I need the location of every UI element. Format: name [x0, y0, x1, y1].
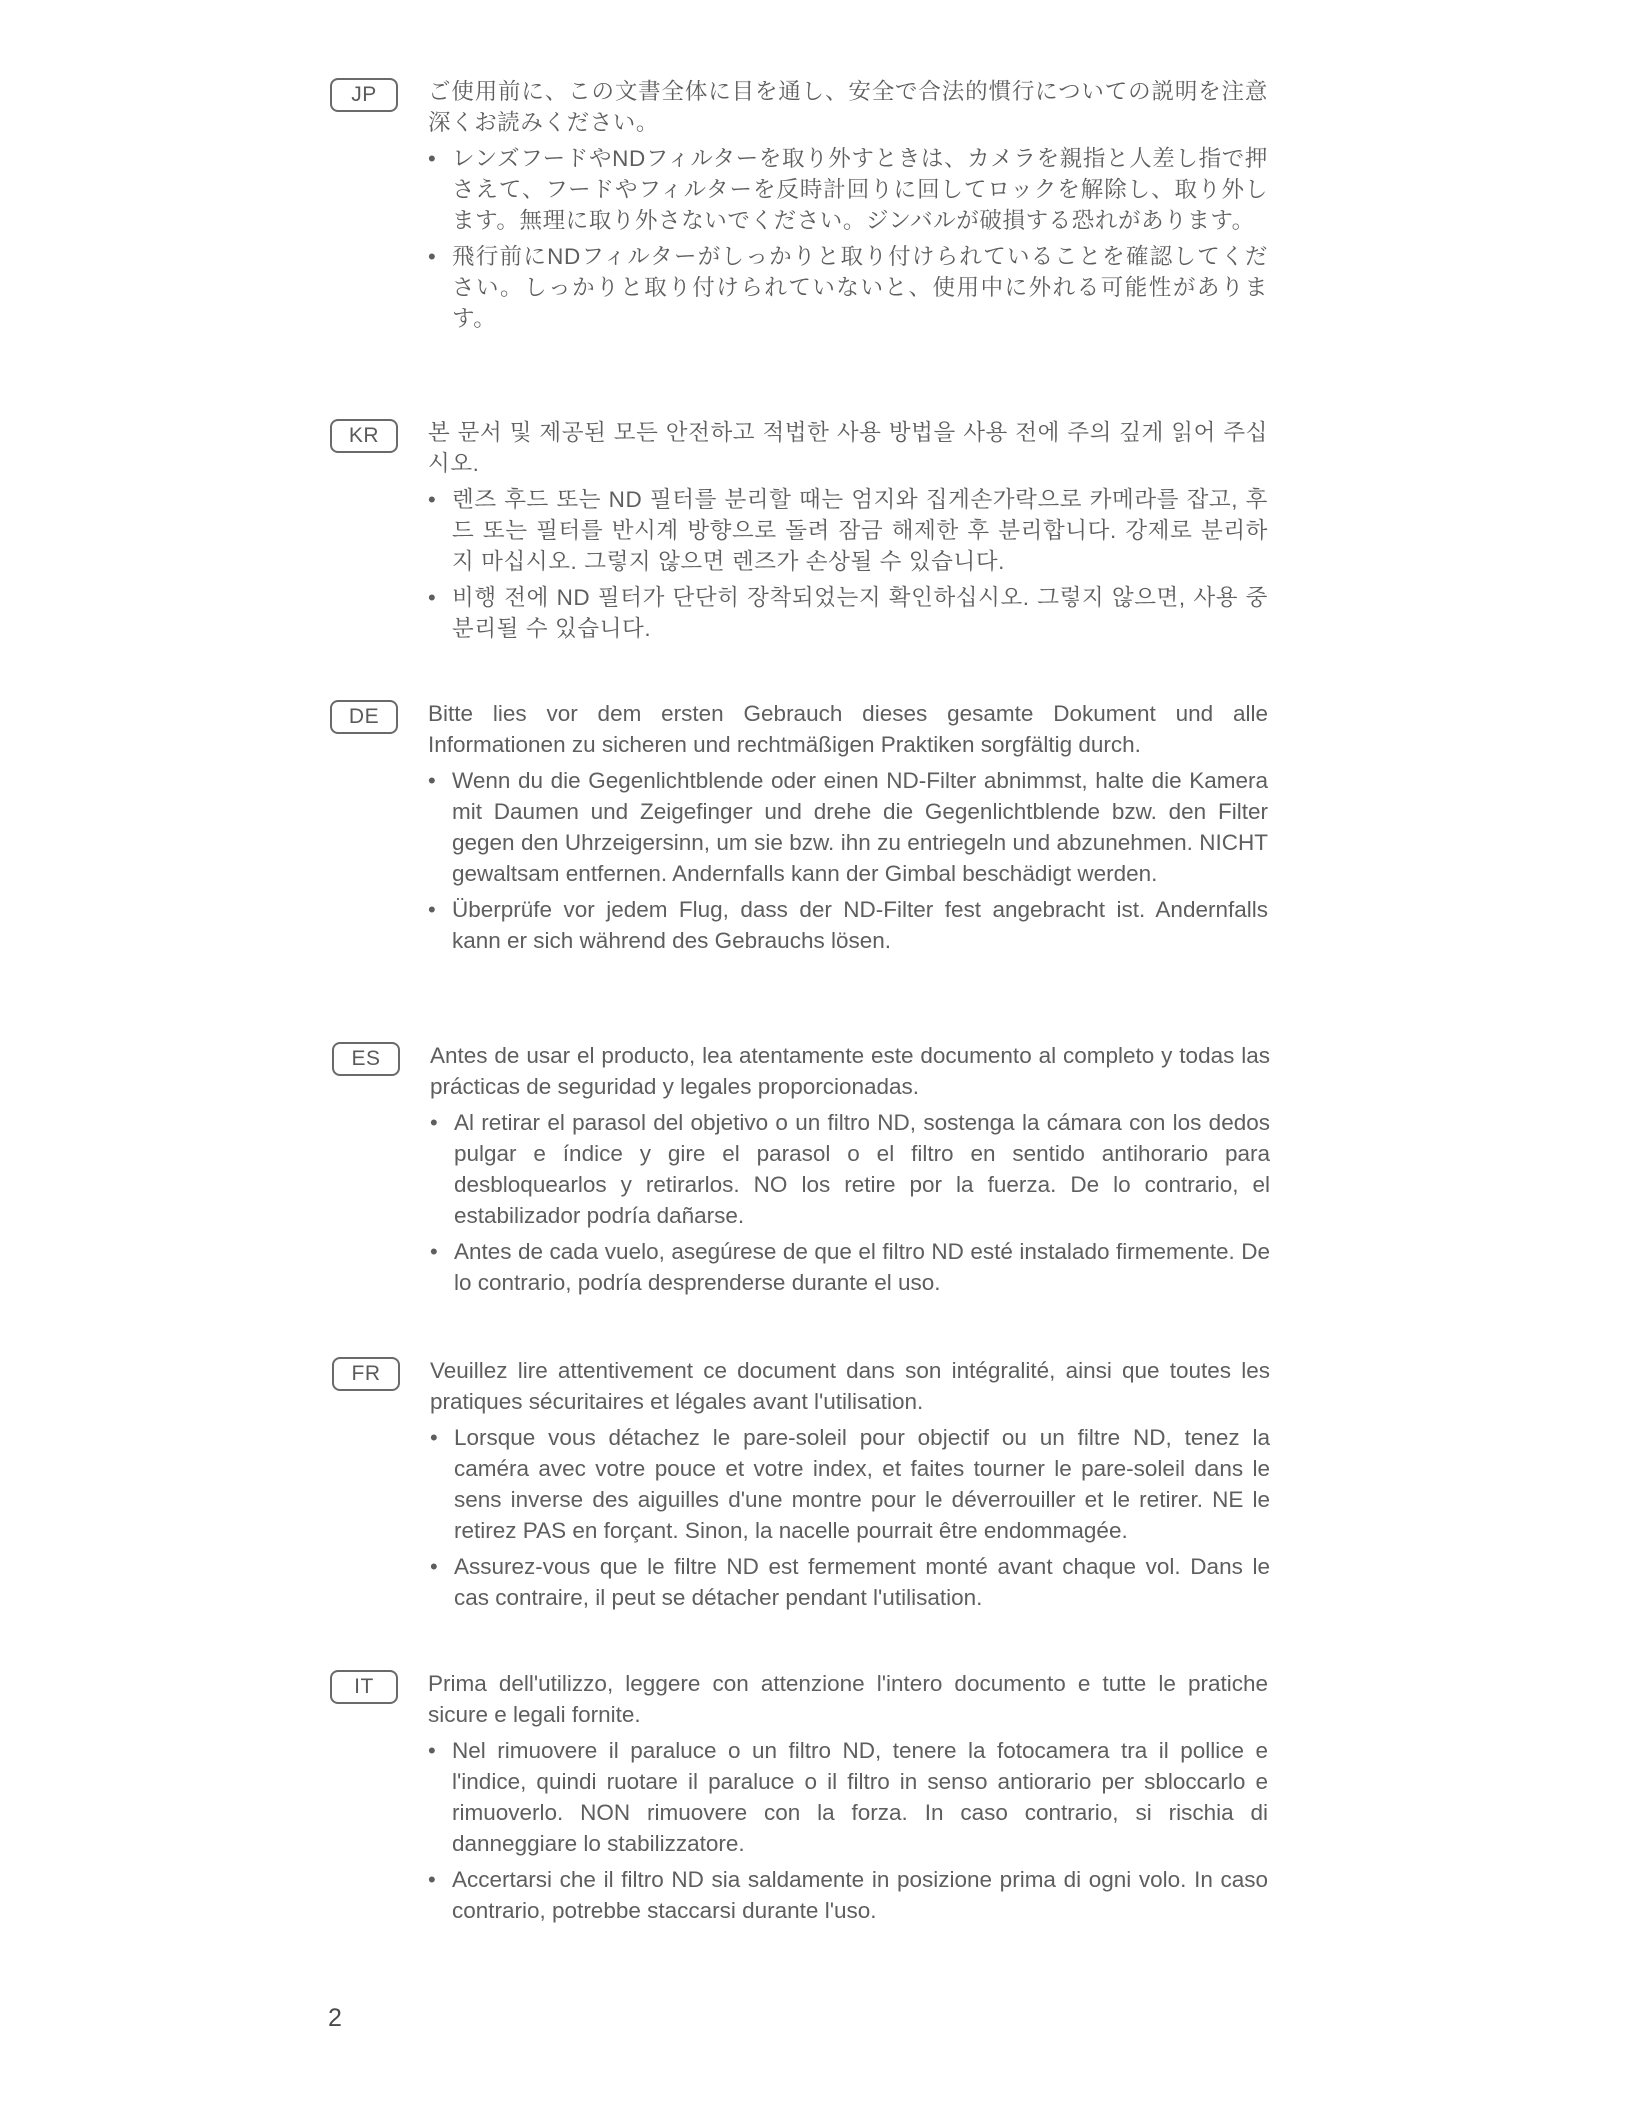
- bullet-item: [428, 765, 1268, 889]
- lang-badge-kr: KR: [330, 419, 398, 453]
- bullet-dot-icon: •: [428, 768, 436, 793]
- bullet-list: [428, 484, 1268, 644]
- bullet-list: [430, 1107, 1270, 1298]
- bullet-dot-icon: •: [430, 1110, 438, 1135]
- intro-text: Bitte lies vor dem ersten Gebrauch dieses gesamte Dokument und alle Informationen zu sicheren und rechtmäßigen Praktiken sorgfältig durch.: [428, 701, 1268, 757]
- bullet-text: Wenn du die Gegenlichtblende oder einen ND-Filter abnimmst, halte die Kamera mit Daumen und Zeigefinger und drehe die Gegenlichtblende bzw. den Filter gegen den Uhrzeigersinn, um sie bzw. ihn zu entriegeln und abzunehmen. NICHT gewaltsam entfernen. Andernfalls kann der Gimbal beschädigt werden.: [452, 768, 1268, 886]
- bullet-list: [428, 765, 1268, 956]
- bullet-list: [428, 1735, 1268, 1926]
- intro-text: Prima dell'utilizzo, leggere con attenzione l'intero documento e tutte le pratiche sicure e legali fornite.: [428, 1671, 1268, 1727]
- bullet-text: 렌즈 후드 또는 ND 필터를 분리할 때는 엄지와 집게손가락으로 카메라를 잡고, 후드 또는 필터를 반시계 방향으로 돌려 잠금 해제한 후 분리합니다. 강제로 분리하지 마십시오. 그렇지 않으면 렌즈가 손상될 수 있습니다.: [452, 487, 1268, 574]
- bullet-item: [430, 1107, 1270, 1231]
- bullet-dot-icon: •: [428, 585, 437, 610]
- bullet-item: [428, 1735, 1268, 1859]
- bullet-dot-icon: •: [430, 1239, 438, 1264]
- bullet-list: [428, 143, 1268, 334]
- bullet-dot-icon: •: [428, 1867, 436, 1892]
- section-content: [428, 76, 1268, 334]
- lang-badge-de: DE: [330, 700, 398, 734]
- bullet-text: Lorsque vous détachez le pare-soleil pour objectif ou un filtre ND, tenez la caméra avec votre pouce et votre index, et faites tourner le pare-soleil dans le sens inverse des aiguilles d'une montre pour le déverrouiller et le retirer. NE le retirez PAS en forçant. Sinon, la nacelle pourrait être endommagée.: [454, 1425, 1270, 1543]
- section-content: [428, 698, 1268, 956]
- intro-text: Antes de usar el producto, lea atentamente este documento al completo y todas las prácticas de seguridad y legales proporcionadas.: [430, 1043, 1270, 1099]
- bullet-dot-icon: •: [430, 1554, 438, 1579]
- page-number: 2: [328, 2004, 342, 2032]
- bullet-text: Antes de cada vuelo, asegúrese de que el filtro ND esté instalado firmemente. De lo contrario, podría desprenderse durante el uso.: [454, 1239, 1270, 1295]
- intro-text: ご使用前に、この文書全体に目を通し、安全で合法的慣行についての説明を注意深くお読みください。: [428, 79, 1268, 135]
- intro-text: 본 문서 및 제공된 모든 안전하고 적법한 사용 방법을 사용 전에 주의 깊게 읽어 주십시오.: [428, 420, 1268, 476]
- bullet-list: [430, 1422, 1270, 1613]
- bullet-item: [428, 1864, 1268, 1926]
- bullet-item: [430, 1236, 1270, 1298]
- bullet-text: Überprüfe vor jedem Flug, dass der ND-Filter fest angebracht ist. Andernfalls kann er sich während des Gebrauchs lösen.: [452, 897, 1268, 953]
- lang-badge-it: IT: [330, 1670, 398, 1704]
- bullet-item: [428, 143, 1268, 236]
- bullet-text: Accertarsi che il filtro ND sia saldamente in posizione prima di ogni volo. In caso contrario, potrebbe staccarsi durante l'uso.: [452, 1867, 1268, 1923]
- lang-badge-es: ES: [332, 1042, 400, 1076]
- bullet-dot-icon: •: [428, 146, 437, 171]
- bullet-item: [430, 1422, 1270, 1546]
- lang-badge-fr: FR: [332, 1357, 400, 1391]
- bullet-item: [428, 484, 1268, 577]
- bullet-dot-icon: •: [430, 1425, 438, 1450]
- section-content: [430, 1355, 1270, 1613]
- bullet-item: [430, 1551, 1270, 1613]
- bullet-text: 飛行前にNDフィルターがしっかりと取り付けられていることを確認してください。しっかりと取り付けられていないと、使用中に外れる可能性があります。: [452, 244, 1268, 331]
- section-content: [428, 1668, 1268, 1926]
- bullet-item: [428, 894, 1268, 956]
- lang-badge-jp: JP: [330, 78, 398, 112]
- section-content: [428, 417, 1268, 644]
- bullet-dot-icon: •: [428, 1738, 436, 1763]
- bullet-item: [428, 582, 1268, 644]
- bullet-text: Al retirar el parasol del objetivo o un filtro ND, sostenga la cámara con los dedos pulgar e índice y gire el parasol o el filtro en sentido antihorario para desbloquearlos y retirarlos. NO los retire por la fuerza. De lo contrario, el estabilizador podría dañarse.: [454, 1110, 1270, 1228]
- bullet-dot-icon: •: [428, 487, 437, 512]
- bullet-text: レンズフードやNDフィルターを取り外すときは、カメラを親指と人差し指で押さえて、フードやフィルターを反時計回りに回してロックを解除し、取り外します。無理に取り外さないでください。ジンバルが破損する恐れがあります。: [452, 146, 1268, 233]
- section-content: [430, 1040, 1270, 1298]
- bullet-dot-icon: •: [428, 244, 437, 269]
- bullet-dot-icon: •: [428, 897, 436, 922]
- intro-text: Veuillez lire attentivement ce document dans son intégralité, ainsi que toutes les pratiques sécuritaires et légales avant l'utilisation.: [430, 1358, 1270, 1414]
- bullet-text: 비행 전에 ND 필터가 단단히 장착되었는지 확인하십시오. 그렇지 않으면, 사용 중 분리될 수 있습니다.: [452, 585, 1268, 641]
- bullet-text: Assurez-vous que le filtre ND est fermement monté avant chaque vol. Dans le cas contraire, il peut se détacher pendant l'utilisation.: [454, 1554, 1270, 1610]
- bullet-text: Nel rimuovere il paraluce o un filtro ND, tenere la fotocamera tra il pollice e l'indice, quindi ruotare il paraluce o il filtro in senso antiorario per sbloccarlo e rimuoverlo. NON rimuovere con la forza. In caso contrario, si rischia di danneggiare lo stabilizzatore.: [452, 1738, 1268, 1856]
- bullet-item: [428, 241, 1268, 334]
